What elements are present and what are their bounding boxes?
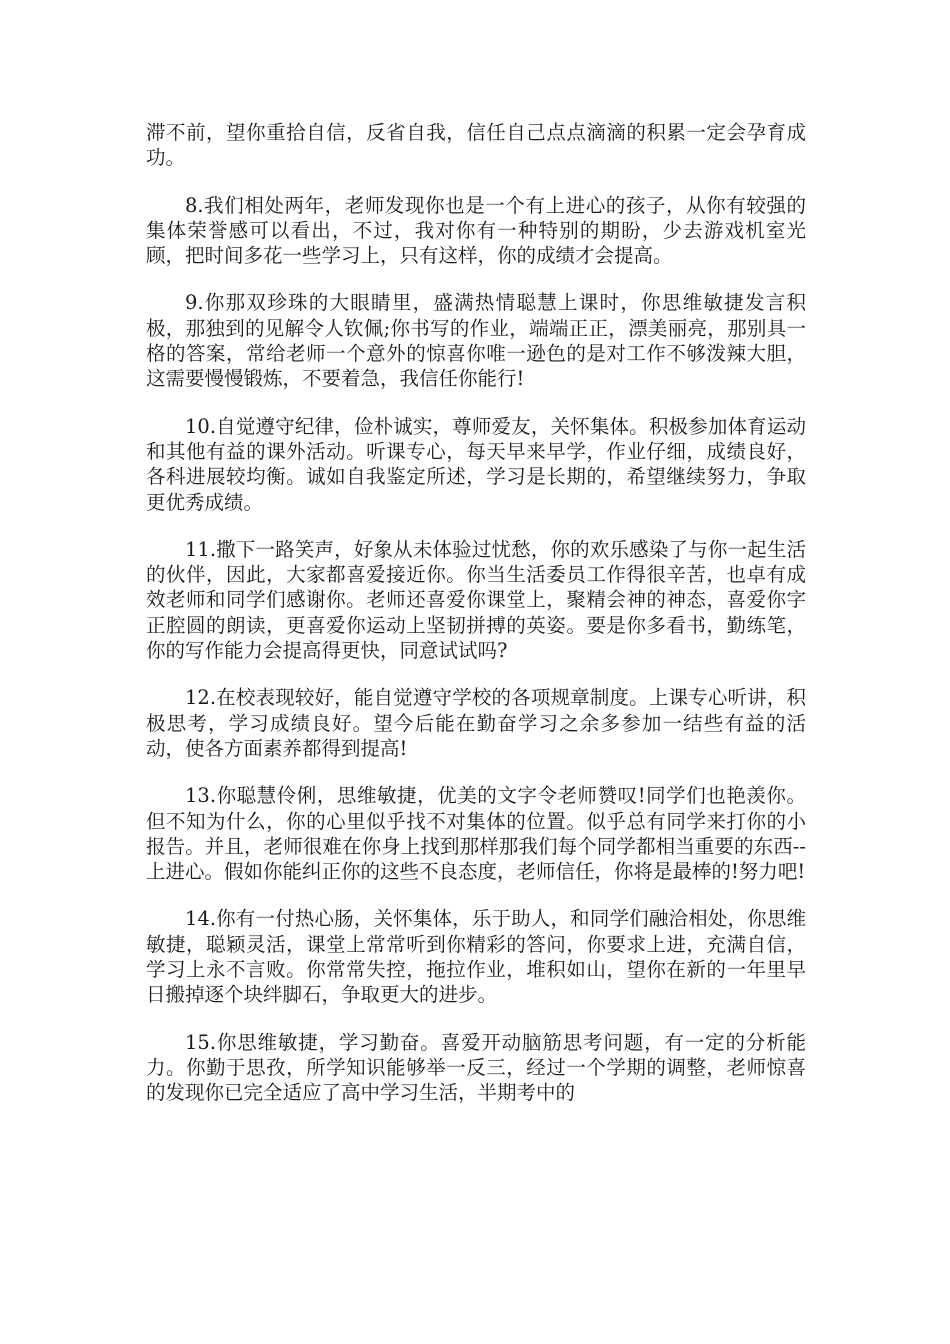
paragraph-10: 10.自觉遵守纪律，俭朴诚实，尊师爱友，关怀集体。积极参加体育运动和其他有益的课外活动。听课专心，每天早来早学，作业仔细，成绩良好，各科进展较均衡。诚如自我鉴定所述，学习是长期的，希望继续努力，争取更优秀成绩。 (146, 414, 806, 514)
document-body (146, 120, 806, 1128)
paragraph-12: 12.在校表现较好，能自觉遵守学校的各项规章制度。上课专心听讲，积极思考，学习成绩良好。望今后能在勤奋学习之余多参加一结些有益的活动，使各方面素养都得到提高! (146, 686, 806, 760)
paragraph-11: 11.撒下一路笑声，好象从未体验过忧愁，你的欢乐感染了与你一起生活的伙伴，因此，大家都喜爱接近你。你当生活委员工作得很辛苦，也卓有成效老师和同学们感谢你。老师还喜爱你课堂上，聚精会神的神态，喜爱你字正腔圆的朗读，更喜爱你运动上坚韧拼搏的英姿。要是你多看书，勤练笔，你的写作能力会提高得更快，同意试试吗? (146, 537, 806, 663)
paragraph-15: 15.你思维敏捷，学习勤奋。喜爱开动脑筋思考问题，有一定的分析能力。你勤于思孜，所学知识能够举一反三，经过一个学期的调整，老师惊喜的发现你已完全适应了高中学习生活，半期考中的 (146, 1030, 806, 1105)
paragraph-9: 9.你那双珍珠的大眼睛里，盛满热情聪慧上课时，你思维敏捷发言积极，那独到的见解令人钦佩;你书写的作业，端端正正，漂美丽亮，那别具一格的答案，常给老师一个意外的惊喜你唯一逊色的是对工作不够泼辣大胆，这需要慢慢锻炼，不要着急，我信任你能行! (146, 291, 806, 391)
paragraph-7-continuation: 滞不前，望你重拾自信，反省自我，信任自己点点滴滴的积累一定会孕育成功。 (146, 121, 806, 170)
paragraph-8: 8.我们相处两年，老师发现你也是一个有上进心的孩子，从你有较强的集体荣誉感可以看出，不过，我对你有一种特别的期盼，少去游戏机室光顾，把时间多花一些学习上，只有这样，你的成绩才会提高。 (146, 193, 806, 268)
paragraph-14: 14.你有一付热心肠，关怀集体，乐于助人，和同学们融洽相处，你思维敏捷，聪颖灵活，课堂上常常听到你精彩的答问，你要求上进，充满自信，学习上永不言败。你常常失控，拖拉作业，堆积如山，望你在新的一年里早日搬掉逐个块绊脚石，争取更大的进步。 (146, 907, 806, 1007)
paragraph-13: 13.你聪慧伶俐，思维敏捷，优美的文字令老师赞叹!同学们也艳羡你。但不知为什么，你的心里似乎找不对集体的位置。似乎总有同学来打你的小报告。并且，老师很难在你身上找到那样那我们每个同学都相当重要的东西--上进心。假如你能纠正你的这些不良态度，老师信任，你将是最棒的!努力吧! (146, 784, 806, 884)
